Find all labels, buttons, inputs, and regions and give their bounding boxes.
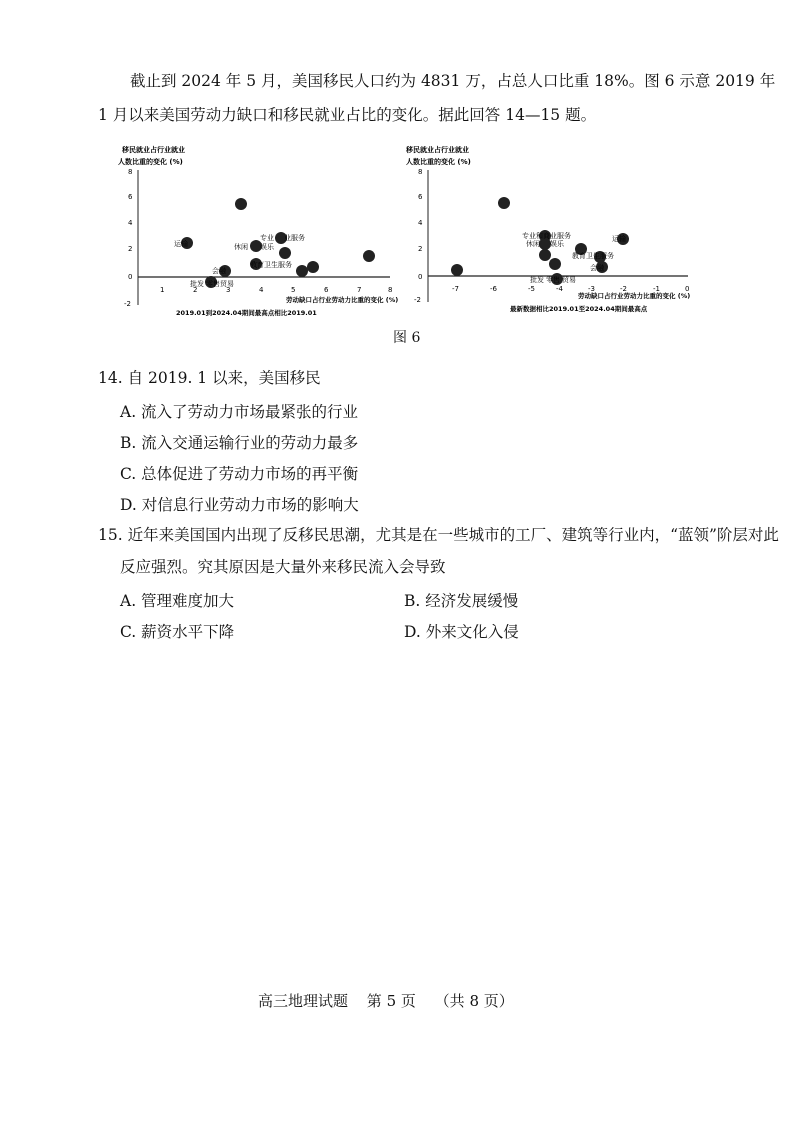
- figure-6-left-chart: [110, 140, 400, 320]
- q15-option-a: A. 管理难度加大: [120, 592, 235, 610]
- left-label: 批发: [190, 280, 204, 288]
- right-label: 零售: [546, 276, 560, 284]
- right-x-tick: -4: [556, 285, 563, 293]
- right-label: 运输: [612, 235, 626, 243]
- right-y-tick: 8: [418, 168, 423, 176]
- right-y-title-2: 人数比重的变化 (%): [406, 158, 471, 166]
- right-x-tick: -5: [528, 285, 535, 293]
- right-x-tick: -2: [620, 285, 627, 293]
- left-label: 业服务: [284, 234, 305, 242]
- right-y-title-1: 移民就业占行业就业: [406, 146, 469, 154]
- right-label: 专业和商业服务: [522, 232, 571, 240]
- right-point: [498, 197, 510, 209]
- left-label: 专业: [260, 234, 274, 242]
- intro-line-1: 截止到 2024 年 5 月，美国移民人口约为 4831 万，占总人口比重 18%。图 6 示意 2019 年: [130, 72, 776, 90]
- left-label: 贸易: [220, 280, 234, 288]
- figure-6-right-chart: [400, 140, 700, 320]
- left-label: 休闲: [234, 243, 248, 251]
- right-label: 会融: [590, 264, 604, 272]
- q14-option-c: C. 总体促进了劳动力市场的再平衡: [120, 465, 359, 483]
- left-x-tick: 7: [357, 286, 362, 294]
- right-label: 贸易: [562, 276, 576, 284]
- left-y-title-1: 移民就业占行业就业: [122, 146, 185, 154]
- q15-option-c: C. 薪资水平下降: [120, 623, 235, 641]
- left-label: 会融: [212, 267, 226, 275]
- q15-stem-line-2: 反应强烈。究其原因是大量外来移民流入会导致: [120, 558, 446, 576]
- q15-option-d: D. 外来文化入侵: [404, 623, 519, 641]
- q15-stem-line-1: 15. 近年来美国国内出现了反移民思潮，尤其是在一些城市的工厂、建筑等行业内，“蓝领”阶层对此: [98, 526, 779, 544]
- left-label: 娱乐: [260, 243, 274, 251]
- right-label: 教育: [572, 252, 586, 260]
- left-point: [363, 250, 375, 262]
- right-y-tick: 0: [418, 273, 423, 281]
- q15-option-b: B. 经济发展缓慢: [404, 592, 519, 610]
- footer-title: 高三地理试题: [258, 992, 349, 1010]
- right-y-tick: 2: [418, 245, 423, 253]
- left-point: [307, 261, 319, 273]
- q14-option-a: A. 流入了劳动力市场最紧张的行业: [120, 403, 359, 421]
- footer-page: 第 5 页: [366, 992, 416, 1010]
- right-x-tick: -3: [588, 285, 595, 293]
- left-y-tick: -2: [124, 300, 131, 308]
- right-x-tick: 0: [685, 285, 690, 293]
- right-note: 最新数据相比2019.01至2024.04期间最高点: [510, 305, 648, 313]
- left-x-tick: 5: [291, 286, 296, 294]
- left-point: [279, 247, 291, 259]
- q14-option-b: B. 流入交通运输行业的劳动力最多: [120, 434, 359, 452]
- left-y-tick: 4: [128, 219, 133, 227]
- right-x-tick: -7: [452, 285, 459, 293]
- left-x-tick: 3: [226, 286, 231, 294]
- left-x-tick: 1: [160, 286, 165, 294]
- left-x-tick: 6: [324, 286, 329, 294]
- left-label: 教育: [250, 261, 264, 269]
- left-label: 运输: [174, 240, 188, 248]
- right-point: [451, 264, 463, 276]
- left-y-title-2: 人数比重的变化 (%): [118, 158, 183, 166]
- left-y-tick: 0: [128, 273, 133, 281]
- q14-option-d: D. 对信息行业劳动力市场的影响大: [120, 496, 359, 514]
- q14-stem: 14. 自 2019. 1 以来，美国移民: [98, 369, 321, 387]
- right-label: 娱乐: [550, 240, 564, 248]
- right-point: [539, 249, 551, 261]
- left-y-tick: 2: [128, 245, 133, 253]
- right-point: [549, 258, 561, 270]
- right-label: 批发: [530, 276, 544, 284]
- right-x-tick: -6: [490, 285, 497, 293]
- right-label: 休闲: [526, 240, 540, 248]
- intro-line-2: 1 月以来美国劳动力缺口和移民就业占比的变化。据此回答 14—15 题。: [98, 106, 597, 124]
- right-label: 卫生服务: [586, 252, 614, 260]
- left-label: 零售: [206, 280, 220, 288]
- left-note: 2019.01到2024.04期间最高点相比2019.01: [176, 309, 317, 317]
- figure-caption: 图 6: [393, 330, 421, 346]
- left-x-tick: 2: [193, 286, 198, 294]
- left-y-tick: 8: [128, 168, 133, 176]
- left-x-tick: 4: [259, 286, 264, 294]
- right-y-tick: 4: [418, 219, 423, 227]
- right-x-tick: -1: [653, 285, 660, 293]
- left-label: 卫生服务: [264, 261, 292, 269]
- left-point: [235, 198, 247, 210]
- left-x-tick: 8: [388, 286, 393, 294]
- left-y-tick: 6: [128, 193, 133, 201]
- footer-total: （共 8 页）: [434, 992, 514, 1010]
- left-x-title: 劳动缺口占行业劳动力比重的变化 (%): [286, 296, 399, 304]
- right-y-tick: 6: [418, 193, 423, 201]
- right-x-title: 劳动缺口占行业劳动力比重的变化 (%): [578, 292, 691, 300]
- left-point: [296, 265, 308, 277]
- page-footer: [258, 990, 528, 1011]
- right-y-tick: -2: [414, 296, 421, 304]
